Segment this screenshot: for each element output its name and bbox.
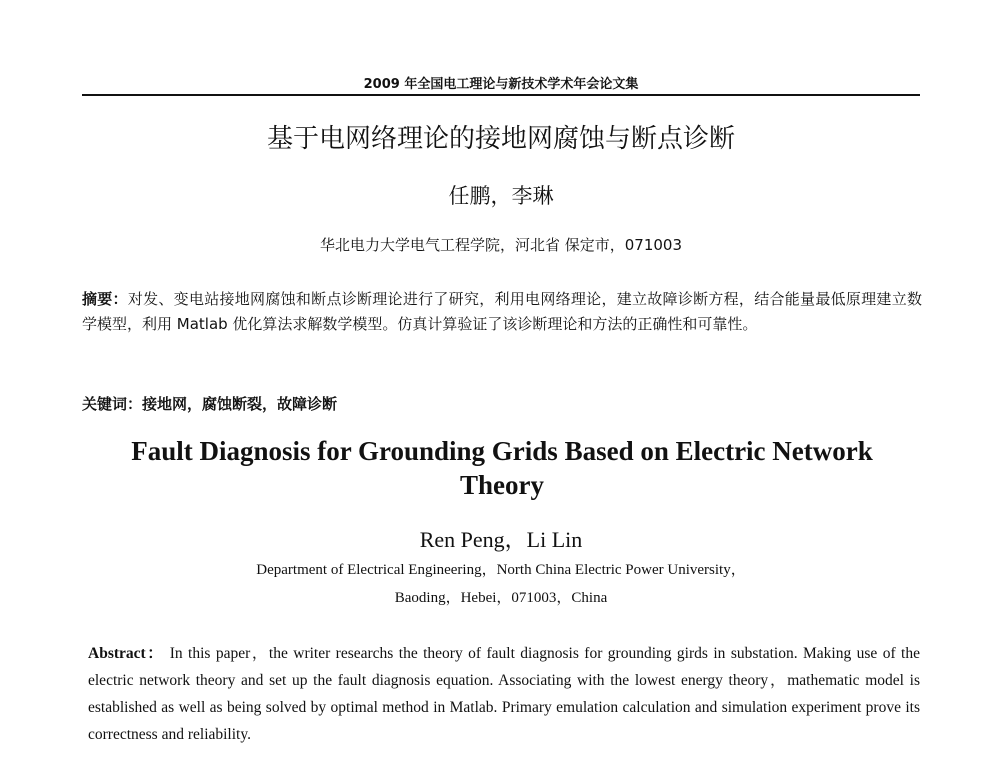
chinese-keywords	[82, 393, 922, 414]
chinese-title: 基于电网络理论的接地网腐蚀与断点诊断	[266, 124, 735, 154]
english-affiliation-line2: Baoding，Hebei，071003，China	[394, 590, 608, 606]
header-rule	[82, 94, 920, 96]
chinese-affiliation: 华北电力大学电气工程学院，河北省 保定市，071003	[319, 236, 683, 254]
english-abstract-label: Abstract：	[88, 645, 165, 662]
english-abstract-text: In this paper，the writer researchs the theory of fault diagnosis for grounding girds in substation. Making use of the electric network theory and set up the fault diagnosis equation. Associating with the lowest energy theory，mathematic model is established as well as being solved by optimal method in Matlab. Primary emulation calculation and simulation experiment prove its correctness and reliability.	[88, 645, 920, 743]
english-authors: Ren Peng，Li Lin	[419, 527, 583, 552]
english-abstract	[88, 640, 920, 748]
chinese-abstract	[82, 287, 922, 337]
chinese-keywords-label: 关键词：	[82, 395, 143, 413]
english-affiliation-line1: Department of Electrical Engineering，North China Electric Power University，	[256, 562, 746, 578]
chinese-abstract-text: 对发、变电站接地网腐蚀和断点诊断理论进行了研究，利用电网络理论，建立故障诊断方程，结合能量最低原理建立数学模型，利用 Matlab 优化算法求解数学模型。仿真计算验证了该诊断理论和方法的正确性和可靠性。	[82, 290, 922, 333]
chinese-abstract-label: 摘要：	[82, 290, 128, 308]
chinese-authors: 任鹏，李琳	[448, 184, 554, 208]
english-title: Fault Diagnosis for Grounding Grids Based on Electric Network Theory	[131, 436, 873, 500]
running-header: 2009 年全国电工理论与新技术学术年会论文集	[363, 77, 639, 92]
chinese-keywords-text: 接地网，腐蚀断裂，故障诊断	[142, 395, 338, 413]
